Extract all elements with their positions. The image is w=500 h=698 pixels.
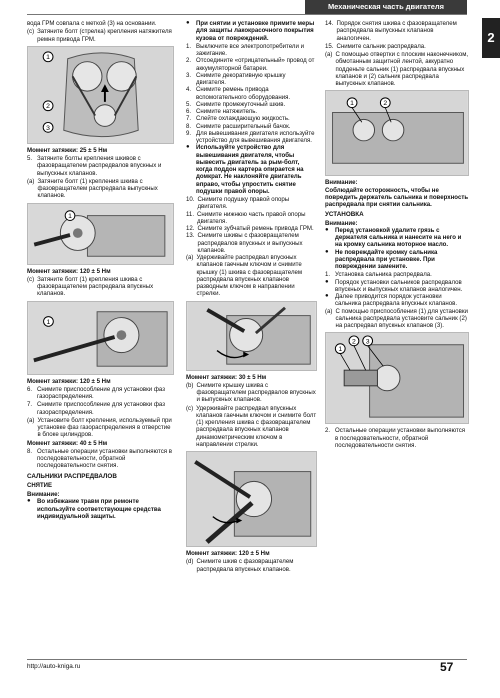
torque-caption: Момент затяжки: 30 ± 5 Нм <box>186 373 267 381</box>
callout-2: 2 <box>46 102 50 110</box>
pulley-cover-figure <box>186 301 317 371</box>
intake-pulley-figure <box>27 301 174 375</box>
callout-1: 1 <box>338 346 343 354</box>
column-2 <box>186 20 317 574</box>
pulley-bolt-removal-figure <box>186 451 317 547</box>
step: 5. Затяните болты крепления шкивов с фазовращателем распредвалов впускных и выпускных клапанов. <box>27 155 162 177</box>
warning-bullet: ● При снятии и установке примите меры для защиты лакокрасочного покрытия кузова от повреждений. <box>186 20 315 42</box>
removal-steps <box>186 43 317 145</box>
warning-bullet: ● Во избежание травм при ремонте используйте соответствующие средства индивидуальной защиты. <box>27 498 161 520</box>
step: (d) Снимите шкив с фазовращателем распредвала впускных клапанов. <box>186 558 294 573</box>
step: (c) Затяните болт (1) крепления шкива с фазовращателем распредвала впускных клапанов. <box>27 275 154 298</box>
callout-2: 2 <box>352 338 356 346</box>
header-rule <box>27 14 467 15</box>
step: 13. Снимите шкивы с фазовращателем распредвалов впускных и выпускных клапанов. <box>186 232 303 254</box>
warning-bullet: ● Не повреждайте кромку сальника распредвала при установке. При повреждении замените. <box>325 248 438 270</box>
footer-url: http://auto-kniga.ru <box>27 663 81 670</box>
torque-caption: Момент затяжки: 120 ± 5 Нм <box>27 377 111 385</box>
removal-steps <box>186 196 317 298</box>
torque-caption: Момент затяжки: 25 ± 5 Нм <box>27 146 108 154</box>
step: 8. Остальные операции установки выполняются в последовательности, обратной последовательности снятия. <box>27 447 173 470</box>
step: (a) Затяните болт (1) крепления шкива с фазовращателем распредвала выпускных клапанов. <box>27 177 158 200</box>
step: 4. Снимите ремень привода вспомогательного оборудования. <box>186 86 291 101</box>
warning-label: Внимание: <box>325 179 358 187</box>
camshaft-seals-figure <box>325 90 469 176</box>
step: 2. Отсоедините «отрицательный» провод от аккумуляторной батареи. <box>186 57 315 72</box>
warning-label: Внимание: <box>325 219 358 227</box>
step: (a) Установите болт крепления, используемый при установке фаз газораспределения в отверстие в блоке цилиндров. <box>27 416 172 439</box>
step: (a) С помощью отвертки с плоским наконечником, обмотанным защитной лентой, аккуратно подденьте сальник (1) распредвала впускных клапанов и (2) сальник распредвала выпускных клапанов. <box>325 51 469 87</box>
step: (c) Удерживайте распредвал впускных клапанов гаечным ключом и снимите болт (1) крепления шкива с фазовращателем распредвала впускных клапанов динамометрическим ключом в направлении стрелки. <box>186 404 317 448</box>
subsection-heading: СНЯТИЕ <box>27 482 52 489</box>
column-1 <box>27 20 174 520</box>
warning-bullet: ● Перед установкой удалите грязь с держателя сальника и нанесите на него и на кромку сальника моторное масло. <box>325 226 462 249</box>
callout-3: 3 <box>46 124 50 132</box>
page-number: 57 <box>440 660 454 674</box>
step: (c) Затяните болт (стрелка) крепления натяжителя ремня привода ГРМ. <box>27 28 172 43</box>
callout-1: 1 <box>68 212 72 220</box>
warning-label: Внимание: <box>27 491 60 498</box>
warning-bullet: ● Используйте устройство для вывешивания двигателя, чтобы вывесить двигатель за рым-болт, когда поддон картера опирается на домкрат. Не наклоняйте двигатель вправо, чтобы упростить снятие подушки правой опоры. <box>186 144 304 195</box>
step: 6. Снимите приспособление для установки фаз газораспределения. <box>27 385 166 400</box>
step: 1. Выключите все электропотребители и зажигание. <box>186 42 304 57</box>
step-bullet: ● Далее приводится порядок установки сальника распредвала впускных клапанов. <box>325 293 458 308</box>
exhaust-pulley-figure <box>27 203 174 265</box>
callout-1: 1 <box>350 100 354 108</box>
step: 8. Снимите расширительный бачок. <box>186 122 291 130</box>
step-bullet: ● Порядок установки сальников распредвалов впускных и выпускных клапанов аналогичен. <box>325 278 463 293</box>
step: 3. Снимите декоративную крышку двигателя. <box>186 71 286 86</box>
step: 6. Снимите натяжитель. <box>186 108 258 115</box>
step: 10. Снимите подушку правой опоры двигателя. <box>186 196 290 211</box>
torque-caption: Момент затяжки: 120 ± 5 Нм <box>27 267 111 275</box>
step: 1. Установка сальника распредвала. <box>325 271 432 279</box>
section-tab: 2 <box>482 18 500 58</box>
step: 7. Слейте охлаждающую жидкость. <box>186 115 290 123</box>
section-heading: УСТАНОВКА <box>325 211 364 219</box>
step: (a) Удерживайте распредвал впускных клапанов гаечным ключом и снимите крышку (1) шкива с фазовращателем распредвала впускных клапанов разводным ключом в направлении стрелки. <box>186 254 303 298</box>
step: 11. Снимите нижнюю часть правой опоры двигателя. <box>186 210 306 225</box>
footer-rule <box>27 659 467 660</box>
page-header-title: Механическая часть двигателя <box>305 0 467 14</box>
callout-2: 2 <box>383 100 388 108</box>
torque-caption: Момент затяжки: 40 ± 5 Нм <box>27 439 108 447</box>
step: (b) Снимите крышку шкива с фазовращателем распредвалов впускных и выпускных клапанов. <box>186 381 316 404</box>
paragraph: вода ГРМ совпала с меткой (3) на основании. <box>27 20 157 27</box>
step: (a) С помощью приспособления (1) для установки сальника распредвала установите сальник (2) на распредвал впускных клапанов (3). <box>325 307 468 329</box>
section-heading: САЛЬНИКИ РАСПРЕДВАЛОВ <box>27 472 117 480</box>
torque-caption: Момент затяжки: 120 ± 5 Нм <box>186 550 270 557</box>
step: 12. Снимите зубчатый ремень привода ГРМ. <box>186 225 314 232</box>
timing-belt-figure <box>27 46 174 144</box>
step: 14. Порядок снятия шкива с фазовращателем распредвала выпускных клапанов аналогичен. <box>325 20 457 42</box>
warning-text: Соблюдайте осторожность, чтобы не повредить держатель сальника и поверхность распредвала при снятии сальника. <box>325 186 469 208</box>
step: 5. Снимите промежуточный шкив. <box>186 100 286 108</box>
step: 15. Снимите сальник распредвала. <box>325 42 426 50</box>
step: 7. Снимите приспособление для установки фаз газораспределения. <box>27 401 166 416</box>
step: 2. Остальные операции установки выполняются в последовательности, обратной последовательности снятия. <box>325 427 466 449</box>
seal-installation-figure <box>325 332 469 424</box>
callout-1: 1 <box>46 53 50 61</box>
column-3 <box>325 20 469 450</box>
callout-3: 3 <box>365 338 370 346</box>
step: 9. Для вывешивания двигателя используйте устройство для вывешивания двигателя. <box>186 129 315 144</box>
callout-1: 1 <box>46 318 51 326</box>
